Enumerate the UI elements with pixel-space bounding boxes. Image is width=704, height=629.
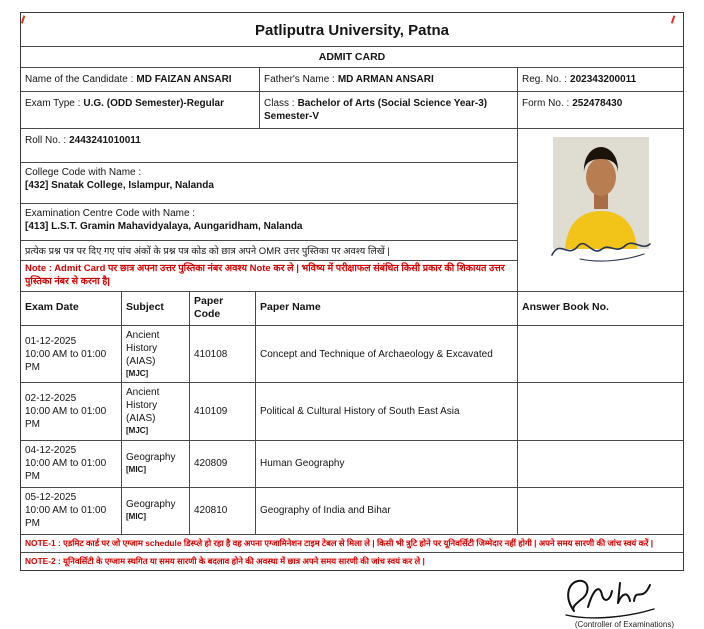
column-header-answer-book: Answer Book No. xyxy=(517,291,683,325)
class xyxy=(259,92,517,128)
exam-time: 10:00 AM to 01:00 PM xyxy=(25,505,107,530)
subject: Geography xyxy=(126,499,176,511)
centre-label: Examination Centre Code with Name : xyxy=(25,208,196,219)
reg-no-value: 202343200011 xyxy=(570,74,637,85)
answer-book-note: Note : Admit Card पर छात्र अपना उत्तर पुस्तिका नंबर अवश्य Note कर ले | भविष्य में परीक्षाफल संबंधित किसी प्रकार की शिकायत उत्तर पुस्तिका नंबर से करना है| xyxy=(21,260,517,291)
middle-left-column xyxy=(21,129,517,291)
exam-date-cell xyxy=(21,382,121,439)
subject-cell xyxy=(121,325,189,382)
admit-card xyxy=(20,12,684,571)
column-header-subject: Subject xyxy=(121,291,189,325)
paper-name-cell: Concept and Technique of Archaeology & Excavated xyxy=(255,325,517,382)
college-value: [432] Snatak College, Islampur, Nalanda xyxy=(25,180,214,191)
subject: Geography xyxy=(126,452,176,464)
exam-type xyxy=(21,92,259,128)
column-header-exam-date: Exam Date xyxy=(21,291,121,325)
subject-tag: [MIC] xyxy=(126,512,146,522)
paper-code-cell: 420809 xyxy=(189,440,255,487)
controller-label: (Controller of Examinations) xyxy=(574,619,674,629)
exam-time: 10:00 AM to 01:00 PM xyxy=(25,405,107,430)
photo-column xyxy=(517,129,683,291)
exam-table xyxy=(21,291,683,534)
candidate-info-row-2 xyxy=(21,91,683,128)
candidate-name-label: Name of the Candidate : xyxy=(25,74,134,85)
exam-type-value: U.G. (ODD Semester)-Regular xyxy=(83,98,224,109)
class-label: Class : xyxy=(264,98,295,109)
answer-book-cell xyxy=(517,440,683,487)
father-name xyxy=(259,68,517,91)
roll-no-label: Roll No. : xyxy=(25,135,67,146)
paper-code-cell: 420810 xyxy=(189,487,255,534)
column-header-paper-code: Paper Code xyxy=(189,291,255,325)
paper-code-cell: 410109 xyxy=(189,382,255,439)
paper-name-cell: Human Geography xyxy=(255,440,517,487)
exam-centre-code-name xyxy=(21,203,517,240)
paper-name-cell: Political & Cultural History of South East Asia xyxy=(255,382,517,439)
candidate-name-value: MD FAIZAN ANSARI xyxy=(136,74,232,85)
exam-date: 04-12-2025 xyxy=(25,445,77,457)
paper-code-cell: 410108 xyxy=(189,325,255,382)
subject-tag: [MIC] xyxy=(126,465,146,475)
exam-date-cell xyxy=(21,325,121,382)
father-name-value: MD ARMAN ANSARI xyxy=(337,74,434,85)
reg-no-label: Reg. No. : xyxy=(522,74,568,85)
answer-book-cell xyxy=(517,325,683,382)
omr-instruction: प्रत्येक प्रश्न पत्र पर दिए गए पांच अंकों के प्रश्न पत्र कोड को छात्र अपने OMR उत्तर पुस्तिका पर अवश्य लिखें | xyxy=(21,240,517,260)
subject-cell xyxy=(121,382,189,439)
father-name-label: Father's Name : xyxy=(264,74,335,85)
candidate-name xyxy=(21,68,259,91)
subject: Ancient History (AIAS) xyxy=(126,329,160,367)
exam-date: 01-12-2025 xyxy=(25,335,77,347)
subject-cell xyxy=(121,440,189,487)
exam-date-cell xyxy=(21,487,121,534)
exam-date-cell xyxy=(21,440,121,487)
registration-number xyxy=(517,68,683,91)
exam-date: 05-12-2025 xyxy=(25,492,77,504)
subject-tag: [MJC] xyxy=(126,368,149,378)
admit-card-title: ADMIT CARD xyxy=(21,46,683,67)
roll-number xyxy=(21,129,517,162)
college-label: College Code with Name : xyxy=(25,167,142,178)
subject: Ancient History (AIAS) xyxy=(126,387,160,425)
class-value: Bachelor of Arts (Social Science Year-3) Semester-V xyxy=(264,98,488,122)
form-no-label: Form No. : xyxy=(522,98,570,109)
answer-book-cell xyxy=(517,487,683,534)
candidate-photo xyxy=(553,137,649,249)
subject-cell xyxy=(121,487,189,534)
university-title: Patliputra University, Patna xyxy=(255,22,449,39)
candidate-photo-image xyxy=(553,137,649,249)
exam-type-label: Exam Type : xyxy=(25,98,81,109)
column-header-paper-name: Paper Name xyxy=(255,291,517,325)
photo-wrap xyxy=(518,129,683,265)
note-2: NOTE-2 : यूनिवर्सिटी के एग्जाम स्थगित या समय सारणी के बदलाव होने की अवस्था में छात्र अपने समय सारणी की जांच स्वयं कर ले | xyxy=(21,552,683,570)
roll-no-value: 2443241010011 xyxy=(69,135,141,146)
exam-date: 02-12-2025 xyxy=(25,392,77,404)
answer-book-cell xyxy=(517,382,683,439)
college-code-name xyxy=(21,162,517,203)
exam-time: 10:00 AM to 01:00 PM xyxy=(25,458,107,483)
form-no-value: 252478430 xyxy=(572,98,623,109)
form-number xyxy=(517,92,683,128)
candidate-info-row-1 xyxy=(21,67,683,91)
middle-section xyxy=(21,128,683,291)
exam-time: 10:00 AM to 01:00 PM xyxy=(25,348,107,373)
centre-value: [413] L.S.T. Gramin Mahavidyalaya, Aungaridham, Nalanda xyxy=(25,221,303,232)
subject-tag: [MJC] xyxy=(126,426,149,436)
controller-signature-block xyxy=(0,571,704,629)
paper-name-cell: Geography of India and Bihar xyxy=(255,487,517,534)
note-1: NOTE-1 : एडमिट कार्ड पर जो एग्जाम schedule डिस्प्ले हो रहा है वह अपना एग्जामिनेशन टाइम टेबल से मिला ले | किसी भी त्रुटि होने पर यूनिवर्सिटी जिम्मेदार नहीं होगी | अपने समय सारणी की जांच स्वयं करें | xyxy=(21,534,683,552)
